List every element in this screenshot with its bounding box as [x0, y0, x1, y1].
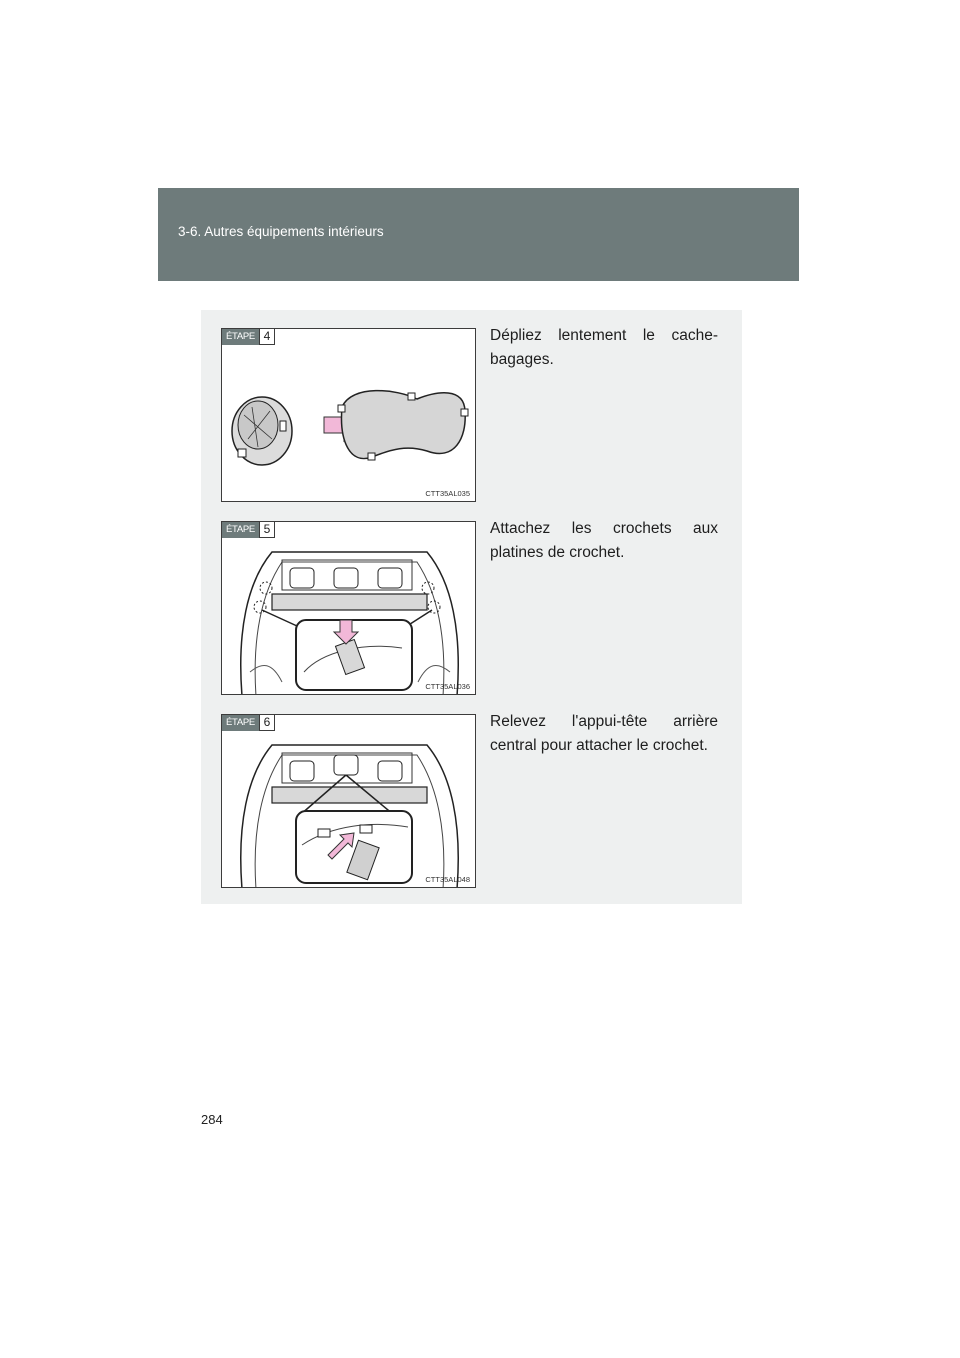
step-instruction: Relevez l'appui-tête arrière central pour attacher le crochet.: [490, 713, 718, 754]
cargo-area-hooks-illustration: [222, 522, 476, 695]
step-label: ÉTAPE: [222, 522, 259, 538]
figure-step-5: [221, 521, 476, 695]
figure-step-6: [221, 714, 476, 888]
page-number: 284: [201, 1112, 223, 1127]
section-title: 3-6. Autres équipements intérieurs: [178, 224, 384, 239]
folded-cover-illustration: [222, 329, 476, 502]
headrest-hook-illustration: [222, 715, 476, 888]
figure-code: CTT35AL035: [425, 489, 470, 498]
step-badge: [222, 329, 275, 345]
section-header: [158, 188, 799, 281]
step-number: 6: [259, 715, 275, 731]
step-label: ÉTAPE: [222, 715, 259, 731]
step-label: ÉTAPE: [222, 329, 259, 345]
step-instruction: Attachez les crochets aux platines de crochet.: [490, 520, 718, 561]
figure-code: CTT35AL048: [425, 875, 470, 884]
instructions-panel: [201, 310, 742, 904]
step-number: 4: [259, 329, 275, 345]
figure-step-4: [221, 328, 476, 502]
step-badge: [222, 522, 275, 538]
step-badge: [222, 715, 275, 731]
step-instruction: Dépliez lentement le cache-bagages.: [490, 327, 718, 368]
figure-code: CTT35AL036: [425, 682, 470, 691]
step-number: 5: [259, 522, 275, 538]
